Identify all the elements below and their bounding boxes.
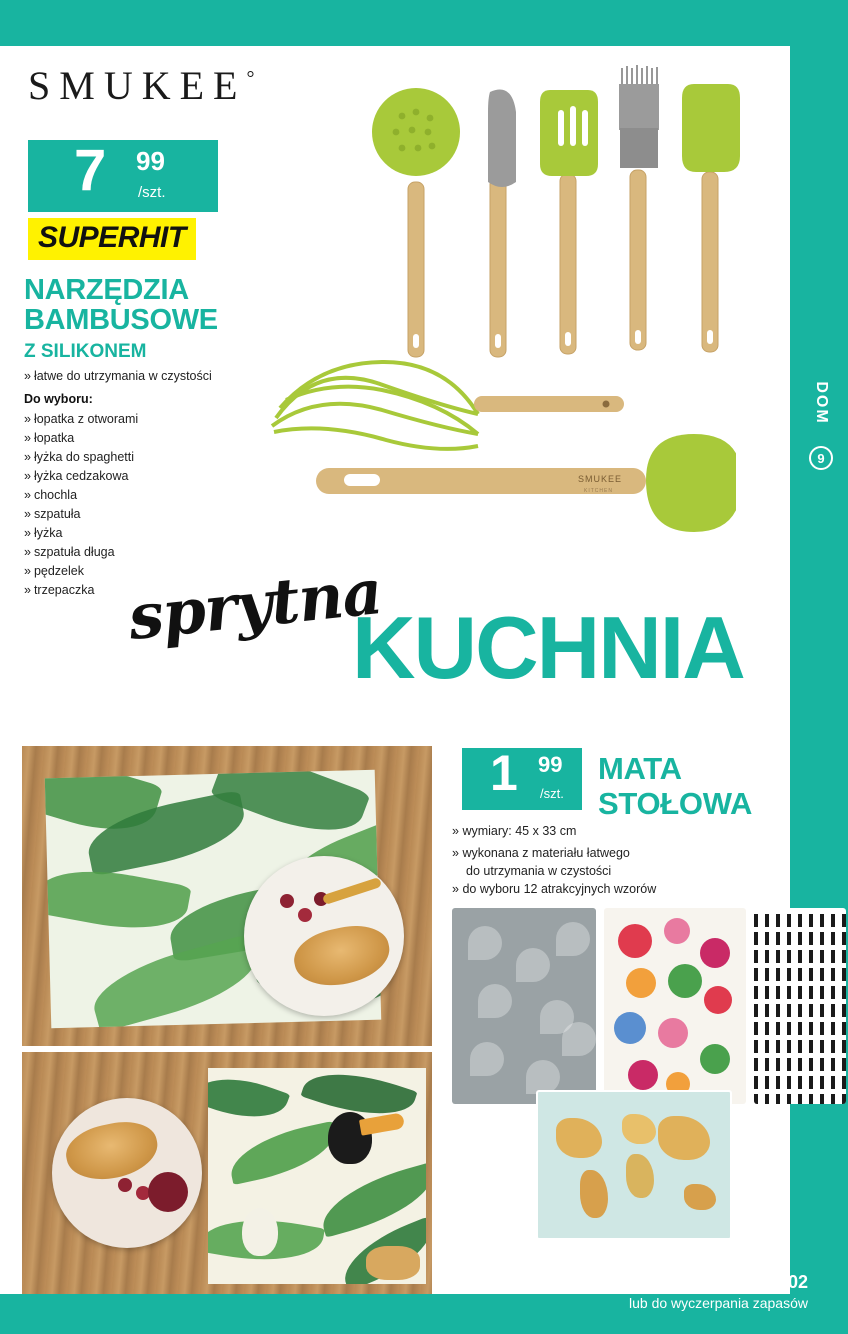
hero-script-word: sprytna <box>124 554 385 655</box>
toucan-beak <box>359 1112 405 1135</box>
raspberry <box>118 1178 132 1192</box>
bullet-marker-icon: » <box>24 526 31 540</box>
price-cents: 99 <box>136 146 165 176</box>
cockatoo-bird <box>242 1208 278 1256</box>
offer2-title <box>598 752 752 821</box>
photo-palm-placemat <box>22 746 432 1046</box>
choice-text: trzepaczka <box>33 583 95 597</box>
side-tab-category <box>802 360 840 500</box>
choice-text: łyżka do spaghetti <box>33 450 135 464</box>
offer1-subtitle: Z SILIKONEM <box>24 341 147 362</box>
bullet-marker-icon: » <box>24 507 31 521</box>
choice-text: pędzelek <box>33 564 84 578</box>
bullet-marker-icon: » <box>24 545 31 559</box>
offer1-choice-8 <box>24 564 84 578</box>
price-badge-tools <box>28 140 218 212</box>
bullet-marker-icon: » <box>24 412 31 426</box>
hero-big-word: KUCHNIA <box>352 598 744 697</box>
offer1-choice-6 <box>24 526 62 540</box>
side-tab-label: DOM <box>813 381 830 425</box>
footer-dates: PONIEDZIAŁKU 20.01 do 1.02 <box>555 1272 808 1292</box>
bamboo-tools-illustration <box>372 62 842 392</box>
offer2-bullet-3 <box>452 882 656 896</box>
bullet-marker-icon: » <box>24 488 31 502</box>
price-integer: 7 <box>74 138 107 203</box>
price-badge-mat <box>462 745 582 810</box>
bullet-marker-icon: » <box>452 882 459 896</box>
price-cents: 99 <box>538 752 563 777</box>
ladle-illustration <box>316 420 736 560</box>
offer1-choice-4 <box>24 488 77 502</box>
side-tab-page-number: 9 <box>809 446 833 470</box>
photo-jungle-placemat <box>22 1052 432 1294</box>
svg-text:SMUKEE: SMUKEE <box>578 474 623 484</box>
mat-swatch-zigzag[interactable] <box>754 908 846 1104</box>
price-unit: /szt. <box>138 184 166 201</box>
bullet-marker-icon: » <box>24 583 31 597</box>
price-unit: /szt. <box>540 786 564 801</box>
offer1-title <box>24 275 218 336</box>
bullet-text: wykonana z materiału łatwego <box>462 846 630 860</box>
offer1-choice-label: Do wyboru: <box>24 392 93 406</box>
mat-swatch-grey-floral[interactable] <box>452 908 596 1104</box>
raspberry <box>298 908 312 922</box>
mat-swatch-colorful-floral[interactable] <box>604 908 746 1104</box>
offer2-bullet-0 <box>452 824 576 838</box>
offer1-choice-9 <box>24 583 94 597</box>
offer1-choice-3 <box>24 469 128 483</box>
jam-bowl <box>148 1172 188 1212</box>
bullet-marker-icon: » <box>24 469 31 483</box>
bullet-marker-icon: » <box>24 564 31 578</box>
bullet-marker-icon: » <box>24 450 31 464</box>
bullet-text: wymiary: 45 x 33 cm <box>462 824 577 838</box>
offer1-bullet-0 <box>24 369 212 383</box>
bullet-marker-icon: » <box>452 846 459 860</box>
offer1-title-line2: BAMBUSOWE <box>24 304 218 337</box>
jungle-pattern-mat <box>208 1068 426 1284</box>
price-integer: 1 <box>490 745 518 801</box>
bullet-marker-icon: » <box>452 824 459 838</box>
bullet-text: łatwe do utrzymania w czystości <box>33 369 212 383</box>
offer1-choice-1 <box>24 431 74 445</box>
footer-note: lub do wyczerpania zapasów <box>629 1295 808 1311</box>
offer2-bullet-1 <box>452 846 630 860</box>
offer1-choice-2 <box>24 450 134 464</box>
superhit-badge: SUPERHIT <box>28 218 196 260</box>
brand-degree-icon: ° <box>246 67 255 90</box>
choice-text: łopatka <box>33 431 75 445</box>
offer2-title-line2: STOŁOWA <box>598 785 753 821</box>
bullet-marker-icon: » <box>24 369 31 383</box>
footer-prefix: oferta od <box>492 1275 552 1292</box>
choice-text: szpatuła długa <box>33 545 115 559</box>
offer2-bullet-2 <box>466 864 611 878</box>
choice-text: szpatuła <box>33 507 81 521</box>
svg-text:KITCHEN: KITCHEN <box>584 488 613 494</box>
leopard <box>366 1246 420 1280</box>
choice-text: łyżka cedzakowa <box>33 469 129 483</box>
choice-text: chochla <box>33 488 78 502</box>
raspberry <box>280 894 294 908</box>
offer1-title-line1: NARZĘDZIA <box>24 274 189 306</box>
footer-line-1 <box>432 1266 808 1293</box>
bullet-text: do wyboru 12 atrakcyjnych wzorów <box>462 882 657 896</box>
offer2-title-line1: MATA <box>598 751 682 786</box>
offer1-choice-7 <box>24 545 115 559</box>
bullet-text: do utrzymania w czystości <box>466 864 612 878</box>
choice-text: łopatka z otworami <box>33 412 139 426</box>
offer-validity-footer <box>432 1266 848 1334</box>
offer1-choice-5 <box>24 507 81 521</box>
choice-text: łyżka <box>33 526 63 540</box>
mat-swatch-world-map[interactable] <box>536 1090 732 1240</box>
brand-logo <box>28 62 254 109</box>
offer1-choice-0 <box>24 412 138 426</box>
bullet-marker-icon: » <box>24 431 31 445</box>
brand-name: SMUKEE <box>28 63 247 108</box>
